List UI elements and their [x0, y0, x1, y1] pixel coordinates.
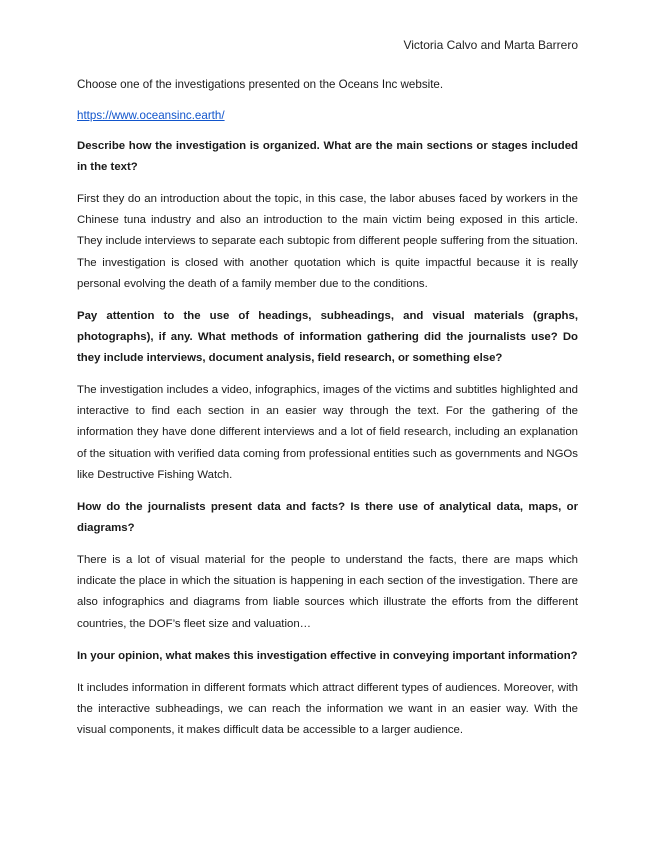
answer-2: The investigation includes a video, infographics, images of the victims and subtitles highlighted and interactive to find each section in an easier way through the text. For the gathering of the information they have done different interviews and a lot of field research, including an explanation of the situation with verified data coming from professional entities such as governments and NGOs like Destructive Fishing Watch.: [77, 384, 578, 481]
answer-3: There is a lot of visual material for the people to understand the facts, there are maps which indicate the place in which the situation is happening in each section of the investigation. There are also infographics and diagrams from liable sources which illustrate the efforts from the different countries, the DOF’s fleet size and valuation…: [77, 554, 578, 630]
question-1: Describe how the investigation is organized. What are the main sections or stages included in the text?: [77, 140, 578, 173]
question-4: In your opinion, what makes this investigation effective in conveying important information?: [77, 649, 578, 662]
question-3: How do the journalists present data and facts? Is there use of analytical data, maps, or diagrams?: [77, 501, 578, 535]
answer-1: First they do an introduction about the topic, in this case, the labor abuses faced by workers in the Chinese tuna industry and also an introduction to the main victim being exposed in this article. They include interviews to separate each subtopic from different people suffering from the situation. The investigation is closed with another quotation which is quite impactful because it is really personal evolving the death of a family member due to the conditions.: [77, 193, 578, 290]
answer-4: It includes information in different formats which attract different types of audiences. Moreover, with the interactive subheadings, we can reach the information we want in an easier way. With the visual components, it makes difficult data be accessible to a larger audience.: [77, 681, 578, 737]
question-2: Pay attention to the use of headings, subheadings, and visual materials (graphs, photographs), if any. What methods of information gathering did the journalists use? Do they include interviews, document analysis, field research, or something else?: [77, 310, 578, 365]
document-body: [77, 74, 578, 741]
author-names: Victoria Calvo and Marta Barrero: [403, 38, 578, 52]
instruction-text: Choose one of the investigations presented on the Oceans Inc website.: [77, 78, 444, 91]
oceans-inc-link[interactable]: https://www.oceansinc.earth/: [77, 109, 225, 122]
